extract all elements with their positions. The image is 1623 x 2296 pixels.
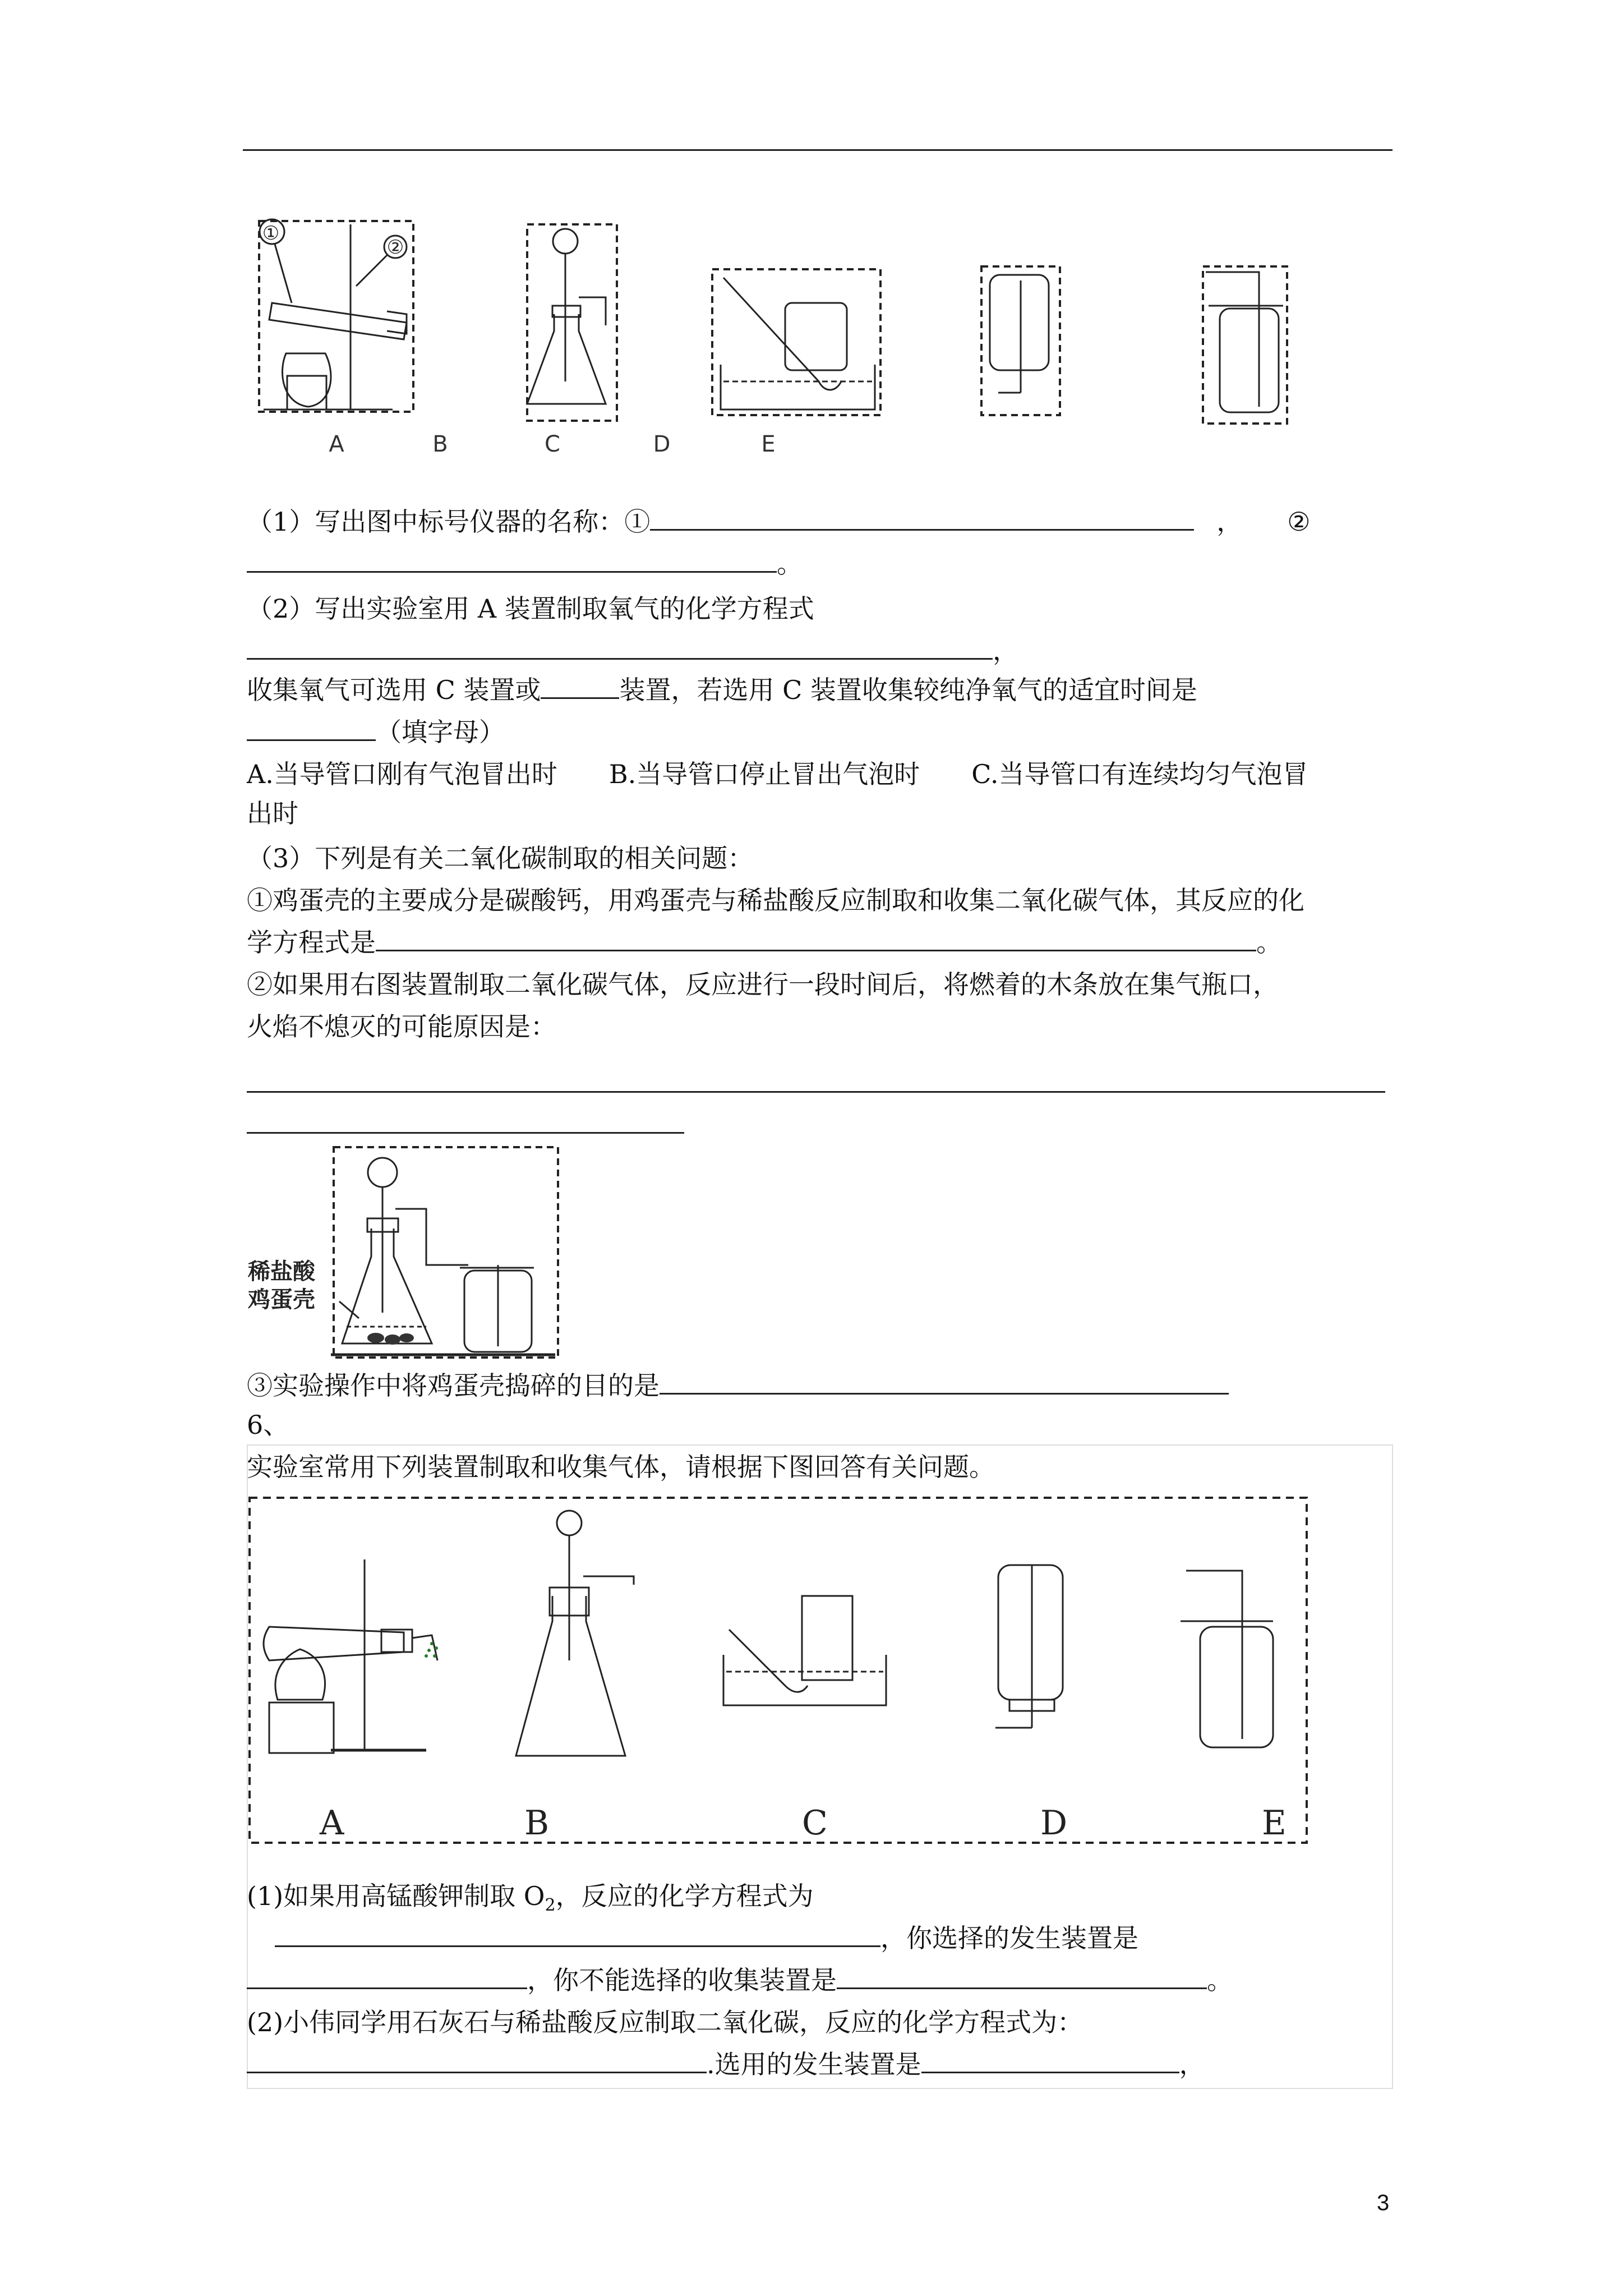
blank-cannot-collect[interactable] [837, 1964, 1207, 1989]
blank-co2-generator[interactable] [921, 2048, 1179, 2073]
q6-s2a: (2)小伟同学用石灰石与稀盐酸反应制取二氧化碳，反应的化学方程式为： [247, 2007, 1083, 2037]
q2-options-cont: 出时 [247, 798, 298, 829]
label-dilute-hcl: 稀盐酸 [248, 1259, 315, 1285]
page-number: 3 [1377, 2191, 1390, 2215]
q2-line4: （填字母） [247, 715, 505, 749]
q6-s2b: .选用的发生装置是 ， [247, 2047, 1205, 2081]
q6-s1c: ，你不能选择的收集装置是 。 [247, 1963, 1233, 1997]
blank-kmno4-equation[interactable] [275, 1922, 880, 1947]
blank-generator[interactable] [247, 1964, 527, 1989]
blank-reason-2[interactable] [247, 1132, 684, 1134]
q6-s1b: ，你选择的发生装置是 [247, 1921, 1138, 1955]
fig2-label-a: A [320, 1803, 344, 1843]
marker-2: ② [386, 236, 404, 259]
q3-title: （3）下列是有关二氧化碳制取的相关问题： [247, 843, 754, 873]
blank-1[interactable] [650, 505, 1194, 531]
fig2-label-d: D [1040, 1803, 1068, 1843]
apparatus-figure-2 [247, 1492, 1312, 1868]
q6-intro: 实验室常用下列装置制取和收集气体，请根据下图回答有关问题。 [247, 1452, 995, 1482]
q3-p3: ③实验操作中将鸡蛋壳捣碎的目的是 [247, 1369, 1229, 1402]
q3-p2b: 火焰不熄灭的可能原因是： [247, 1011, 556, 1042]
egg-shell-apparatus [247, 1144, 572, 1363]
blank-reason-1[interactable] [247, 1091, 1385, 1093]
q3-p1a: ①鸡蛋壳的主要成分是碳酸钙，用鸡蛋壳与稀盐酸反应制取和收集二氧化碳气体，其反应的化 [247, 885, 1304, 915]
blank-caco3-equation[interactable] [247, 2048, 707, 2073]
blank-crush-purpose[interactable] [660, 1369, 1229, 1395]
fig2-label-b: B [524, 1803, 550, 1843]
fig2-label-c: C [802, 1803, 828, 1843]
fig1-label-e: E [761, 431, 776, 457]
blank-time[interactable] [247, 716, 376, 741]
q6-number: 6、 [247, 1410, 289, 1440]
blank-collect[interactable] [541, 674, 619, 699]
q1-line: （1）写出图中标号仪器的名称：① ， ② [247, 507, 1311, 537]
q2-line3: 收集氧气可选用 C 装置或 装置，若选用 C 装置收集较纯净氧气的适宜时间是 [247, 675, 1197, 705]
q3-p2a: ②如果用右图装置制取二氧化碳气体，反应进行一段时间后，将燃着的木条放在集气瓶口， [247, 969, 1279, 1000]
apparatus-figure-1 [247, 213, 1312, 460]
fig1-label-b: B [432, 431, 448, 457]
fig1-label-d: D [653, 431, 671, 457]
blank-co2-equation[interactable] [376, 926, 1256, 951]
marker-1: ① [262, 222, 280, 245]
q3-p1b: 学方程式是 。 [247, 927, 1282, 958]
fig2-label-e: E [1262, 1803, 1287, 1843]
q1-line2: 。 [247, 547, 803, 581]
fig1-label-a: A [329, 431, 344, 457]
fig1-label-c: C [545, 431, 560, 457]
header-rule [243, 149, 1393, 151]
q2-line2: ， [247, 634, 1018, 668]
blank-equation-a[interactable] [247, 634, 993, 660]
q2-prompt: （2）写出实验室用 A 装置制取氧气的化学方程式 [247, 593, 814, 624]
q6-s1a: (1)如果用高锰酸钾制取 $O_2$，反应的化学方程式为 [247, 1881, 814, 1916]
label-egg-shell: 鸡蛋壳 [248, 1287, 315, 1313]
q2-options: A.当导管口刚有气泡冒出时 B.当导管口停止冒出气泡时 C.当导管口有连续均匀气泡冒 [247, 759, 1308, 789]
blank-2[interactable] [247, 547, 777, 573]
